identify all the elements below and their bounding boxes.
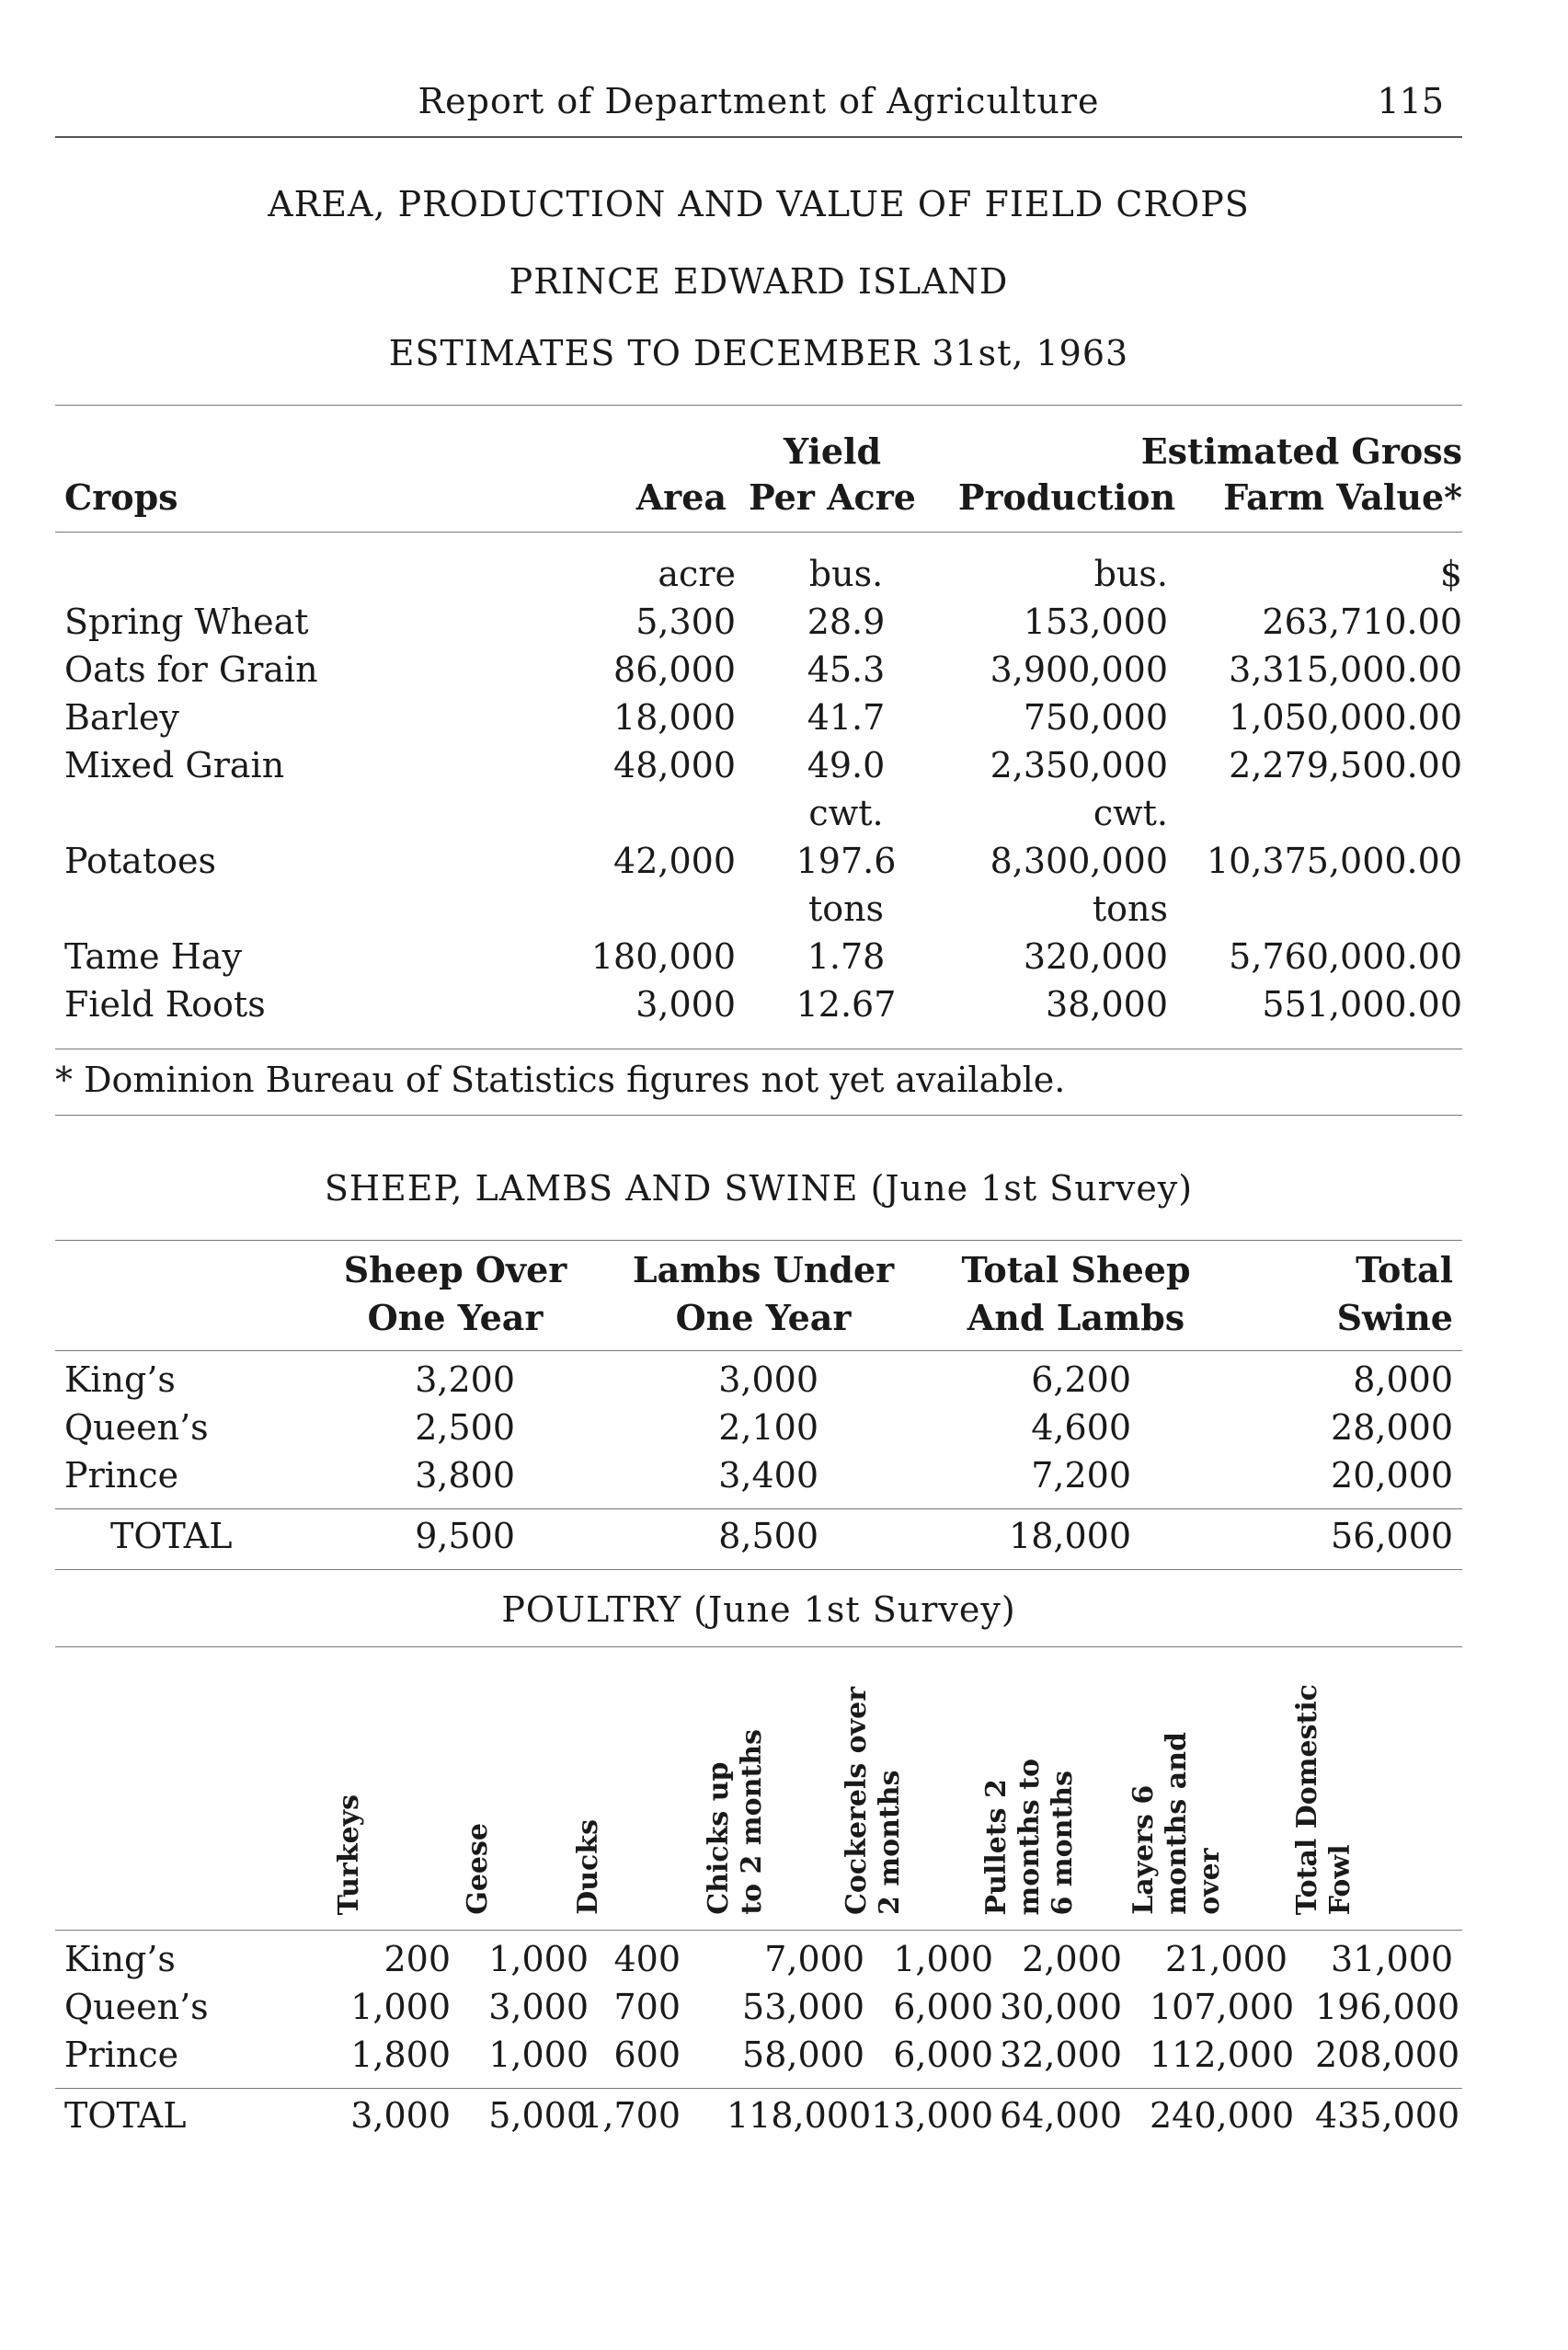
crop-row bbox=[55, 649, 1462, 697]
poultry-value: 3,000 bbox=[350, 2095, 451, 2136]
sheep-over-header-2: One Year bbox=[367, 1297, 544, 1338]
poultry-value: 31,000 bbox=[1331, 1939, 1453, 1979]
sheep-over-one-year: 3,200 bbox=[415, 1359, 515, 1400]
crop-value: 2,279,500.00 bbox=[1229, 745, 1462, 785]
crop-area: 5,300 bbox=[635, 602, 736, 642]
poultry-value: 1,800 bbox=[350, 2035, 451, 2075]
sheep-row bbox=[55, 1455, 1462, 1503]
crops-title: AREA, PRODUCTION AND VALUE OF FIELD CROPS bbox=[268, 184, 1250, 224]
poultry-header-row bbox=[55, 1656, 1462, 1915]
crop-value: 551,000.00 bbox=[1262, 984, 1462, 1025]
crop-row bbox=[55, 936, 1462, 984]
crop-yield: 12.67 bbox=[795, 984, 897, 1025]
crop-row bbox=[55, 602, 1462, 649]
crop-name: Oats for Grain bbox=[64, 649, 318, 690]
sheep-county: King’s bbox=[64, 1359, 176, 1400]
running-header bbox=[55, 81, 1462, 127]
poultry-header-3: Chicks up to 2 months bbox=[703, 1729, 768, 1915]
crop-row bbox=[55, 793, 1462, 841]
poultry-value: 64,000 bbox=[1000, 2095, 1122, 2136]
sheep-row bbox=[55, 1359, 1462, 1407]
poultry-county: Prince bbox=[64, 2035, 179, 2075]
total-swine: 28,000 bbox=[1331, 1407, 1453, 1448]
poultry-value: 1,000 bbox=[350, 1987, 451, 2027]
page-number: 115 bbox=[1377, 81, 1444, 121]
crop-value: 1,050,000.00 bbox=[1229, 697, 1462, 738]
poultry-value: 107,000 bbox=[1150, 1987, 1295, 2027]
crop-production: 3,900,000 bbox=[990, 649, 1168, 690]
poultry-value: 1,000 bbox=[488, 1939, 589, 1979]
value-header: Estimated Gross bbox=[1140, 430, 1462, 472]
crop-row bbox=[55, 697, 1462, 745]
crop-area: 180,000 bbox=[590, 936, 736, 977]
crop-area: 48,000 bbox=[613, 745, 736, 785]
crops-header-row-1 bbox=[55, 430, 1462, 478]
poultry-county: Queen’s bbox=[64, 1987, 209, 2027]
crops-header: Crops bbox=[64, 476, 178, 518]
sheep-total-label: TOTAL bbox=[110, 1516, 233, 1556]
sheep-header-row-2 bbox=[55, 1297, 1462, 1345]
crop-name: Spring Wheat bbox=[64, 602, 309, 642]
crops-header-row-2 bbox=[55, 476, 1462, 524]
sheep-total-lambs: 8,500 bbox=[718, 1516, 818, 1556]
total-sheep-lambs: 4,600 bbox=[1031, 1407, 1131, 1448]
crop-name: Barley bbox=[64, 697, 179, 738]
crop-value: 5,760,000.00 bbox=[1229, 936, 1462, 977]
lambs-under-header-2: One Year bbox=[675, 1297, 852, 1338]
poultry-header-0: Turkeys bbox=[333, 1794, 365, 1915]
poultry-value: 700 bbox=[613, 1987, 681, 2027]
sheep-total-swine: 56,000 bbox=[1331, 1516, 1453, 1556]
sheep-total-sheep: 9,500 bbox=[415, 1516, 515, 1556]
area-header: Area bbox=[635, 476, 727, 518]
crop-production: 750,000 bbox=[1023, 697, 1168, 738]
poultry-row bbox=[55, 1939, 1462, 1987]
total-swine: 8,000 bbox=[1353, 1359, 1453, 1400]
crop-row bbox=[55, 984, 1462, 1032]
sheep-total-row bbox=[55, 1516, 1462, 1564]
poultry-header-2: Ducks bbox=[572, 1819, 604, 1915]
poultry-title: POULTRY (June 1st Survey) bbox=[501, 1589, 1016, 1630]
total-sheep-header: Total Sheep bbox=[961, 1249, 1191, 1290]
crop-name: Mixed Grain bbox=[64, 745, 285, 785]
poultry-value: 13,000 bbox=[871, 2095, 993, 2136]
lambs-under-one-year: 3,000 bbox=[718, 1359, 818, 1400]
lambs-under-one-year: 2,100 bbox=[718, 1407, 818, 1448]
crop-yield: 197.6 bbox=[795, 841, 897, 881]
crop-yield: 1.78 bbox=[807, 936, 886, 977]
crop-area: 3,000 bbox=[635, 984, 736, 1025]
crop-name: Field Roots bbox=[64, 984, 266, 1025]
crop-row bbox=[55, 745, 1462, 793]
per-acre-header: Per Acre bbox=[749, 476, 916, 518]
total-sheep-lambs: 6,200 bbox=[1031, 1359, 1131, 1400]
poultry-value: 196,000 bbox=[1315, 1987, 1460, 2027]
crop-value: 10,375,000.00 bbox=[1206, 841, 1462, 881]
crop-area: 86,000 bbox=[613, 649, 736, 690]
poultry-value: 6,000 bbox=[893, 1987, 993, 2027]
crop-name: Potatoes bbox=[64, 841, 216, 881]
poultry-header-6: Layers 6 months and over bbox=[1127, 1732, 1226, 1915]
crop-yield: 41.7 bbox=[807, 697, 886, 738]
crop-production: cwt. bbox=[1093, 793, 1168, 833]
poultry-value: 112,000 bbox=[1150, 2035, 1295, 2075]
crop-production: tons bbox=[1092, 888, 1168, 929]
sheep-over-one-year: 2,500 bbox=[415, 1407, 515, 1448]
poultry-row bbox=[55, 1987, 1462, 2035]
poultry-value: 200 bbox=[383, 1939, 451, 1979]
crop-yield: tons bbox=[807, 888, 885, 929]
lambs-under-one-year: 3,400 bbox=[718, 1455, 818, 1496]
poultry-value: 240,000 bbox=[1150, 2095, 1295, 2136]
production-header: Production bbox=[957, 476, 1176, 518]
crop-production: 153,000 bbox=[1023, 602, 1168, 642]
crop-production: bus. bbox=[1093, 554, 1168, 594]
crop-yield: 28.9 bbox=[807, 602, 886, 642]
poultry-value: 435,000 bbox=[1315, 2095, 1460, 2136]
poultry-value: 600 bbox=[613, 2035, 681, 2075]
crop-yield: 45.3 bbox=[807, 649, 886, 690]
poultry-header-5: Pullets 2 months to 6 months bbox=[980, 1758, 1079, 1915]
crops-estimate-date: ESTIMATES TO DECEMBER 31st, 1963 bbox=[388, 333, 1129, 373]
poultry-value: 5,000 bbox=[488, 2095, 589, 2136]
crop-row bbox=[55, 841, 1462, 888]
poultry-row bbox=[55, 2035, 1462, 2082]
poultry-header-1: Geese bbox=[462, 1823, 494, 1915]
crop-production: 320,000 bbox=[1023, 936, 1168, 977]
poultry-county: King’s bbox=[64, 1939, 176, 1979]
poultry-total-row bbox=[55, 2095, 1462, 2143]
crop-row bbox=[55, 888, 1462, 936]
crops-subtitle: PRINCE EDWARD ISLAND bbox=[509, 261, 1009, 302]
crop-area: 18,000 bbox=[613, 697, 736, 738]
poultry-value: 118,000 bbox=[727, 2095, 872, 2136]
sheep-title: SHEEP, LAMBS AND SWINE (June 1st Survey) bbox=[324, 1168, 1194, 1209]
poultry-value: 3,000 bbox=[488, 1987, 589, 2027]
crop-row bbox=[55, 554, 1462, 602]
sheep-county: Queen’s bbox=[64, 1407, 209, 1448]
yield-header: Yield bbox=[783, 430, 882, 472]
poultry-value: 58,000 bbox=[742, 2035, 864, 2075]
running-title: Report of Department of Agriculture bbox=[418, 81, 1100, 121]
poultry-value: 2,000 bbox=[1022, 1939, 1122, 1979]
poultry-header-4: Cockerels over 2 months bbox=[841, 1687, 906, 1915]
sheep-row bbox=[55, 1407, 1462, 1455]
sheep-header-row-1 bbox=[55, 1249, 1462, 1297]
poultry-value: 208,000 bbox=[1315, 2035, 1460, 2075]
crops-footnote: * Dominion Bureau of Statistics figures not yet available. bbox=[55, 1060, 1066, 1100]
total-swine-header: Total bbox=[1356, 1249, 1453, 1290]
poultry-value: 400 bbox=[613, 1939, 681, 1979]
poultry-value: 32,000 bbox=[1000, 2035, 1122, 2075]
sheep-over-header: Sheep Over bbox=[343, 1249, 567, 1290]
crop-area: acre bbox=[658, 554, 736, 594]
crop-production: 38,000 bbox=[1046, 984, 1168, 1025]
crop-value: 3,315,000.00 bbox=[1229, 649, 1462, 690]
poultry-value: 6,000 bbox=[893, 2035, 993, 2075]
poultry-county: TOTAL bbox=[64, 2095, 187, 2136]
total-sheep-lambs: 7,200 bbox=[1031, 1455, 1131, 1496]
sheep-over-one-year: 3,800 bbox=[415, 1455, 515, 1496]
poultry-value: 1,700 bbox=[580, 2095, 681, 2136]
poultry-value: 21,000 bbox=[1165, 1939, 1288, 1979]
total-sheep-header-2: And Lambs bbox=[967, 1297, 1185, 1338]
sheep-total-total: 18,000 bbox=[1009, 1516, 1131, 1556]
poultry-header-7: Total Domestic Fowl bbox=[1291, 1683, 1356, 1915]
lambs-under-header: Lambs Under bbox=[632, 1249, 895, 1290]
crop-value: 263,710.00 bbox=[1262, 602, 1462, 642]
total-swine-header-2: Swine bbox=[1336, 1297, 1453, 1338]
poultry-value: 1,000 bbox=[893, 1939, 993, 1979]
poultry-value: 53,000 bbox=[742, 1987, 864, 2027]
poultry-value: 1,000 bbox=[488, 2035, 589, 2075]
farm-value-header: Farm Value* bbox=[1223, 476, 1462, 518]
sheep-county: Prince bbox=[64, 1455, 179, 1496]
crop-yield: bus. bbox=[808, 554, 884, 594]
crop-production: 8,300,000 bbox=[990, 841, 1168, 881]
poultry-value: 7,000 bbox=[764, 1939, 864, 1979]
crop-value: $ bbox=[1439, 554, 1462, 594]
poultry-value: 30,000 bbox=[1000, 1987, 1122, 2027]
crop-area: 42,000 bbox=[613, 841, 736, 881]
total-swine: 20,000 bbox=[1331, 1455, 1453, 1496]
crop-name: Tame Hay bbox=[64, 936, 242, 977]
crop-yield: cwt. bbox=[808, 793, 884, 833]
crop-yield: 49.0 bbox=[807, 745, 886, 785]
crop-production: 2,350,000 bbox=[990, 745, 1168, 785]
